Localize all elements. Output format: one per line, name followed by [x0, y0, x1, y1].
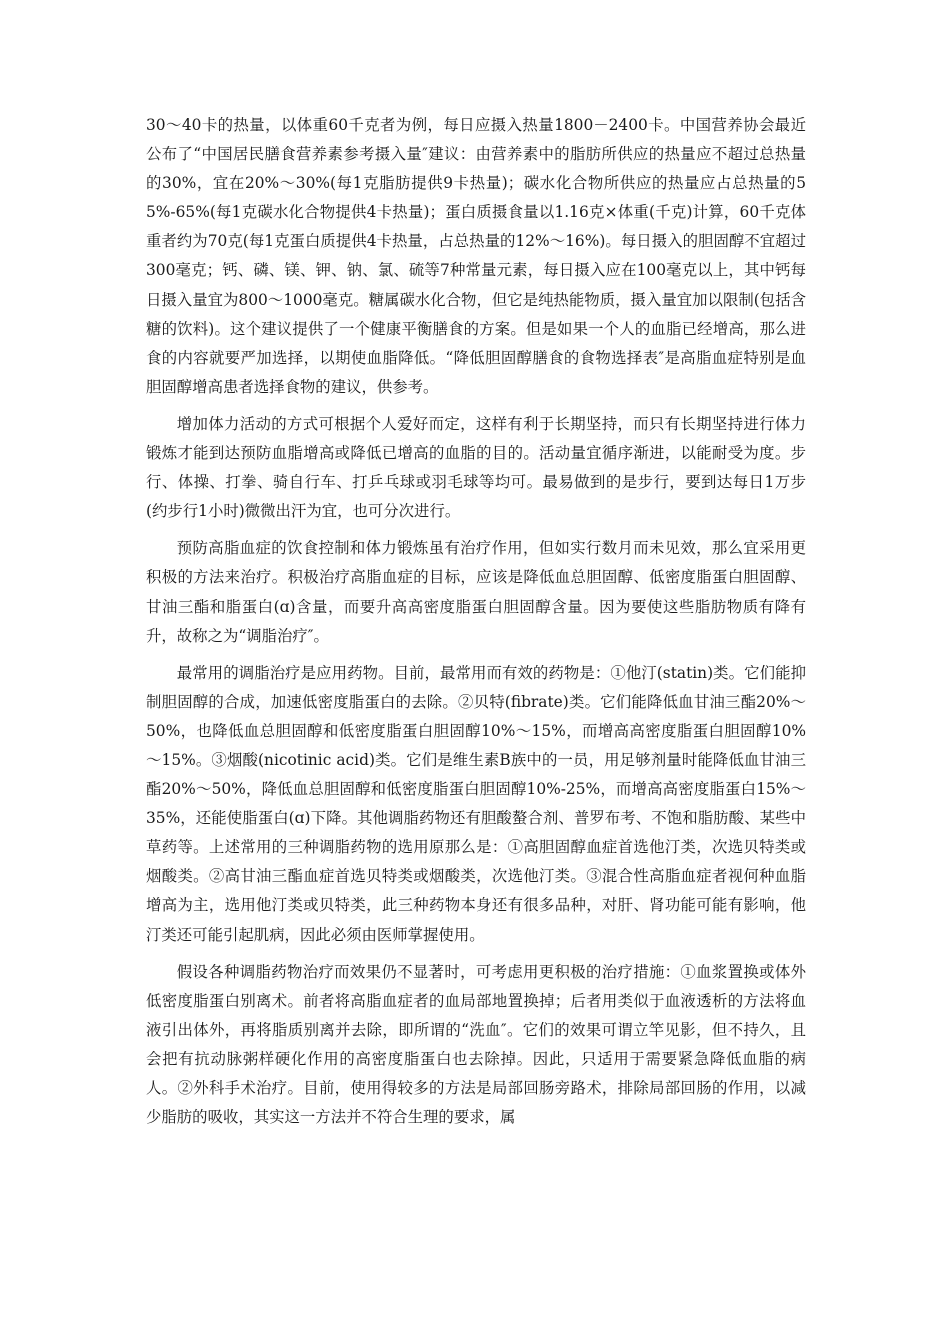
- paragraph-2: 增加体力活动的方式可根据个人爱好而定，这样有利于长期坚持，而只有长期坚持进行体力锻炼才能到达预防血脂增高或降低已增高的血脂的目的。活动量宜循序渐进，以能耐受为度。步行、体操、打拳、骑自行车、打乒乓球或羽毛球等均可。最易做到的是步行，要到达每日1万步(约步行1小时)微微出汗为宜，也可分次进行。: [146, 414, 806, 521]
- paragraph-3: 预防高脂血症的饮食控制和体力锻炼虽有治疗作用，但如实行数月而未见效，那么宜采用更积极的方法来治疗。积极治疗高脂血症的目标，应该是降低血总胆固醇、低密度脂蛋白胆固醇、甘油三酯和脂蛋白(ɑ)含量，而要升高高密度脂蛋白胆固醇含量。因为要使这些脂肪物质有降有升，故称之为“调脂治疗″。: [146, 539, 806, 645]
- document-page: [146, 111, 806, 1140]
- paragraph-1: 30～40卡的热量，以体重60千克者为例，每日应摄入热量1800－2400卡。中国营养协会最近公布了“中国居民膳食营养素参考摄入量″建议：由营养素中的脂肪所供应的热量应不超过总热量的30%，宜在20%～30%(每1克脂肪提供9卡热量)；碳水化合物所供应的热量应占总热量的55%-65%(每1克碳水化合物提供4卡热量)；蛋白质摄食量以1.16克×体重(千克)计算，60千克体重者约为70克(每1克蛋白质提供4卡热量，占总热量的12%～16%)。每日摄入的胆固醇不宜超过300毫克；钙、磷、镁、钾、钠、氯、硫等7种常量元素，每日摄入应在100毫克以上，其中钙每日摄入量宜为800～1000毫克。糖属碳水化合物，但它是纯热能物质，摄入量宜加以限制(包括含糖的饮料)。这个建议提供了一个健康平衡膳食的方案。但是如果一个人的血脂已经增高，那么进食的内容就要严加选择，以期使血脂降低。“降低胆固醇膳食的食物选择表″是高脂血症特别是血胆固醇增高患者选择食物的建议，供参考。: [146, 116, 806, 396]
- paragraph-5: 假设各种调脂药物治疗而效果仍不显著时，可考虑用更积极的治疗措施：①血浆置换或体外低密度脂蛋白别离术。前者将高脂血症者的血局部地置换掉；后者用类似于血液透析的方法将血液引出体外，再将脂质别离并去除，即所谓的“洗血″。它们的效果可谓立竿见影，但不持久，且会把有抗动脉粥样硬化作用的高密度脂蛋白也去除掉。因此，只适用于需要紧急降低血脂的病人。②外科手术治疗。目前，使用得较多的方法是局部回肠旁路术，排除局部回肠的作用，以减少脂肪的吸收，其实这一方法并不符合生理的要求，属: [146, 962, 806, 1127]
- paragraph-4: 最常用的调脂治疗是应用药物。目前，最常用而有效的药物是：①他汀(statin)类。它们能抑制胆固醇的合成，加速低密度脂蛋白的去除。②贝特(fibrate)类。它们能降低血甘油三酯20%～50%，也降低血总胆固醇和低密度脂蛋白胆固醇10%～15%，而增高高密度脂蛋白胆固醇10%～15%。③烟酸(nicotinic acid)类。它们是维生素B族中的一员，用足够剂量时能降低血甘油三酯20%～50%，降低血总胆固醇和低密度脂蛋白胆固醇10%-25%，而增高高密度脂蛋白15%～35%，还能使脂蛋白(ɑ)下降。其他调脂药物还有胆酸螯合剂、普罗布考、不饱和脂肪酸、某些中草药等。上述常用的三种调脂药物的选用原那么是：①高胆固醇血症首选他汀类，次选贝特类或烟酸类。②高甘油三酯血症首选贝特类或烟酸类，次选他汀类。③混合性高脂血症者视何种血脂增高为主，选用他汀类或贝特类，此三种药物本身还有很多品种，对肝、肾功能可能有影响，他汀类还可能引起肌病，因此必须由医师掌握使用。: [146, 663, 806, 944]
